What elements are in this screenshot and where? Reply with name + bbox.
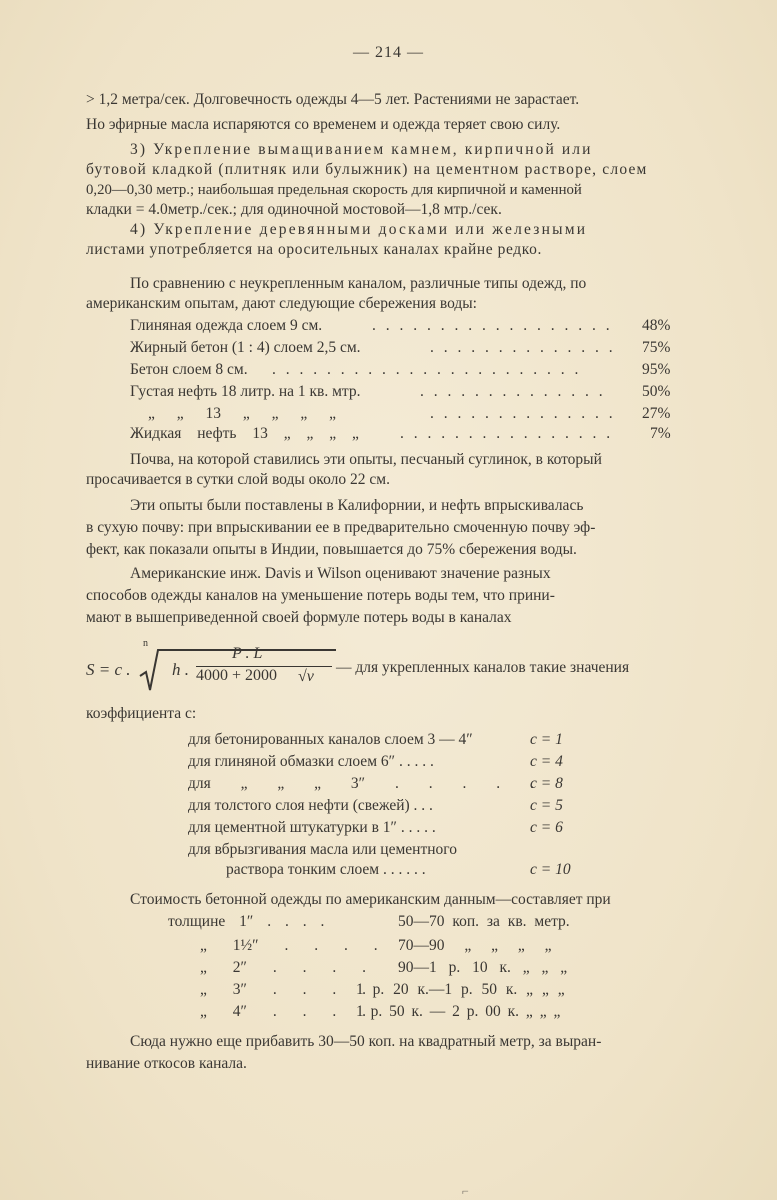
corner-mark: ⌐	[462, 1184, 469, 1198]
coef-value: c = 6	[530, 819, 563, 836]
coef-label: для бетонированных каналов слоем 3 — 4″	[188, 731, 473, 748]
formula-lhs: S = c .	[86, 660, 131, 679]
coef-value: c = 8	[530, 775, 563, 792]
leader-dots: . . . . . . . . . . . . . . . .	[400, 425, 614, 442]
table-row-label: Глиняная одежда слоем 9 см.	[130, 317, 323, 334]
coef-value: c = 5	[530, 797, 563, 814]
text-line: 4) Укрепление деревянными досками или железными	[130, 221, 588, 238]
text-line: Стоимость бетонной одежды по американским данным—составляет при	[130, 891, 611, 908]
leader-dots: . . . . . . . . . . . . . .	[430, 339, 616, 356]
text-line: фект, как показали опыты в Индии, повышается до 75% сбережения воды.	[86, 541, 577, 558]
table-row-label: Бетон слоем 8 см.	[130, 361, 248, 378]
text-line: в сухую почву: при впрыскивании ее в предварительно смоченную почву эф-	[86, 519, 596, 536]
cost-thickness: „ 1½″ . . . .	[200, 937, 378, 954]
text-line: бутовой кладкой (плитняк или булыжник) на цементном растворе, слоем	[86, 161, 648, 178]
table-row-label: Густая нефть 18 литр. на 1 кв. мтр.	[130, 383, 361, 400]
cost-thickness: „ 4″ . . . .	[200, 1003, 366, 1020]
text-line: > 1,2 метра/сек. Долговечность одежды 4—5 лет. Растениями не зарастает.	[86, 91, 580, 108]
table-row-value: 27%	[642, 405, 671, 422]
table-row-label: Жирный бетон (1 : 4) слоем 2,5 см.	[130, 339, 361, 356]
text-line: нивание откосов канала.	[86, 1055, 247, 1072]
table-row-label: „ „ 13 „ „ „ „	[148, 405, 337, 422]
text-line: способов одежды каналов на уменьшение потерь воды тем, что прини-	[86, 587, 555, 604]
leader-dots: . . . . . . . . . . . . . . . . . . . . . . .	[272, 361, 582, 378]
text-line: Но эфирные масла испаряются со временем и одежда теряет свою силу.	[86, 116, 561, 133]
cost-price: 70—90 „ „ „ „	[398, 937, 552, 954]
text-line: американским опытам, дают следующие сбережения воды:	[86, 295, 477, 312]
text-line: Американские инж. Davis и Wilson оценивают значение разных	[130, 565, 551, 582]
cost-thickness: „ 3″ . . . .	[200, 981, 366, 998]
table-row-value: 50%	[642, 383, 671, 400]
formula-denominator-root: √v	[298, 668, 314, 685]
coef-label: раствора тонким слоем . . . . . .	[226, 861, 426, 878]
text-line: просачивается в сутки слой воды около 22 см.	[86, 471, 390, 488]
text-line: кладки = 4.0метр./сек.; для одиночной мостовой—1,8 мтр./сек.	[86, 201, 502, 218]
coef-value: c = 1	[530, 731, 563, 748]
text-line: листами употребляется на оросительных каналах крайне редко.	[86, 241, 542, 258]
text-line: 3) Укрепление вымащиванием камнем, кирпичной или	[130, 141, 593, 158]
cost-price: 1 р. 20 к.—1 р. 50 к. „ „ „	[356, 981, 565, 998]
leader-dots: . . . . . . . . . . . . . .	[420, 383, 606, 400]
text-line: — для укрепленных каналов такие значения	[336, 659, 630, 676]
table-row-value: 48%	[642, 317, 671, 334]
coef-label: для глиняной обмазки слоем 6″ . . . . .	[188, 753, 434, 770]
formula-numerator: P . L	[232, 645, 263, 662]
page-number: — 214 —	[353, 44, 424, 61]
cost-price: 50—70 коп. за кв. метр.	[398, 913, 570, 930]
text-line: коэффициента c:	[86, 705, 197, 722]
coef-value: c = 4	[530, 753, 563, 770]
formula-h: h .	[172, 660, 189, 679]
table-row-label: Жидкая нефть 13 „ „ „ „	[130, 425, 359, 442]
coef-label: для „ „ „ 3″ . . . . .	[188, 775, 534, 792]
text-line: 0,20—0,30 метр.; наибольшая предельная скорость для кирпичной и каменной	[86, 182, 582, 198]
leader-dots: . . . . . . . . . . . . . . . . . .	[372, 317, 613, 334]
table-row-value: 95%	[642, 361, 671, 378]
text-line: Сюда нужно еще прибавить 30—50 коп. на квадратный метр, за выран-	[130, 1033, 602, 1050]
cost-price: 90—1 р. 10 к. „ „ „	[398, 959, 568, 976]
text-line: По сравнению с неукрепленным каналом, различные типы одежд, по	[130, 275, 587, 292]
coef-label: для толстого слоя нефти (свежей) . . .	[188, 797, 433, 814]
coef-value: c = 10	[530, 861, 571, 878]
coef-label: для вбрызгивания масла или цементного	[188, 841, 458, 858]
leader-dots: . . . . . . . . . . . . . .	[430, 405, 616, 422]
formula-denominator: 4000 + 2000	[196, 667, 278, 684]
cost-thickness: толщине 1″ . . . .	[168, 913, 325, 930]
text-line: Почва, на которой ставились эти опыты, песчаный суглинок, в который	[130, 451, 602, 468]
coef-label: для цементной штукатурки в 1″ . . . . .	[188, 819, 436, 836]
cost-thickness: „ 2″ . . . .	[200, 959, 366, 976]
text-line: Эти опыты были поставлены в Калифорнии, и нефть впрыскивалась	[130, 497, 584, 514]
table-row-value: 7%	[650, 425, 671, 442]
root-index: n	[143, 638, 148, 649]
cost-price: 1 р. 50 к. — 2 р. 00 к. „ „ „	[356, 1003, 561, 1020]
table-row-value: 75%	[642, 339, 671, 356]
text-line: мают в вышеприведенной своей формуле потерь воды в каналах	[86, 609, 512, 626]
